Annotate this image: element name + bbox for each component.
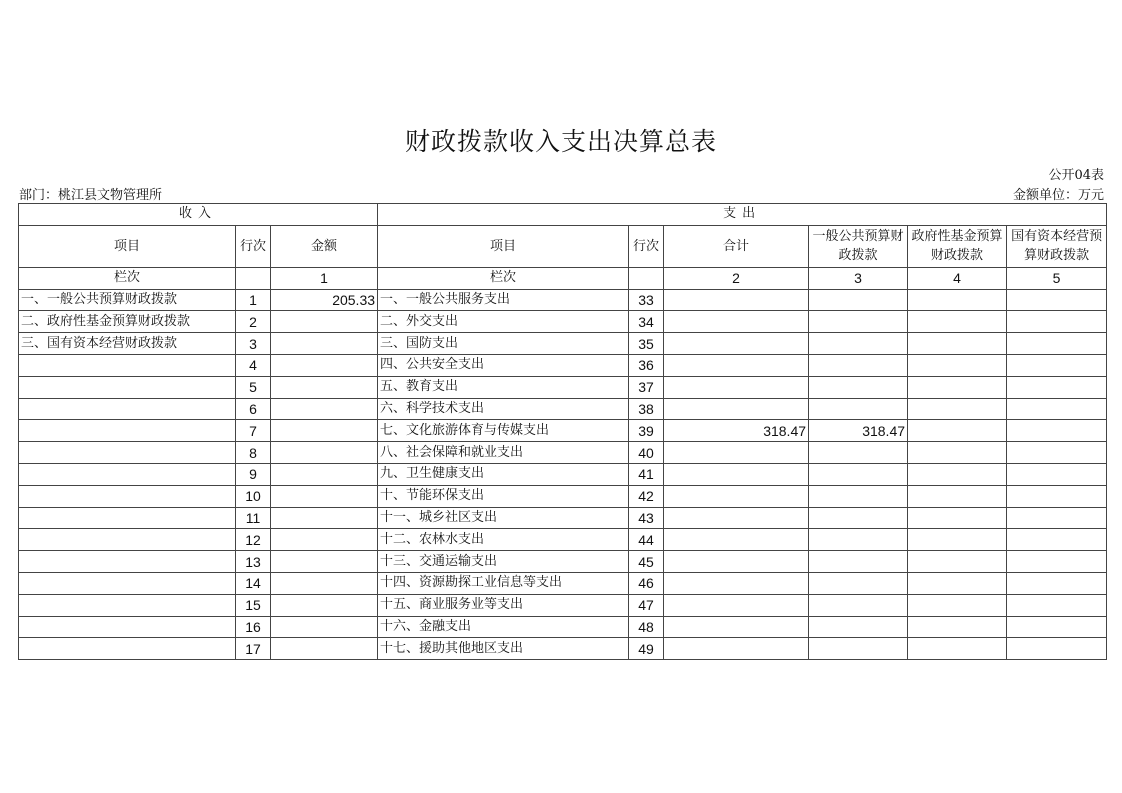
- gov-fund-cell: [908, 420, 1007, 442]
- income-item-cell: [19, 551, 236, 573]
- income-rowno-cell: 10: [236, 485, 271, 507]
- gov-fund-cell: [908, 485, 1007, 507]
- income-rowno-header: 行次: [236, 225, 271, 267]
- state-capital-cell: [1007, 420, 1107, 442]
- state-capital-cell: [1007, 529, 1107, 551]
- income-rowno-cell: 3: [236, 333, 271, 355]
- state-capital-cell: [1007, 572, 1107, 594]
- general-budget-cell: [809, 485, 908, 507]
- income-item-cell: [19, 572, 236, 594]
- expense-item-cell: 七、文化旅游体育与传媒支出: [378, 420, 629, 442]
- income-amount-cell: [271, 376, 378, 398]
- income-rowno-cell: 14: [236, 572, 271, 594]
- income-item-cell: [19, 398, 236, 420]
- table-row: [19, 333, 1107, 355]
- department-label: 部门：桃江县文物管理所: [19, 188, 163, 203]
- gov-fund-header: 政府性基金预算财政拨款: [908, 225, 1007, 267]
- state-capital-cell: [1007, 289, 1107, 311]
- form-number: 公开04表: [1048, 168, 1104, 183]
- income-rowno-cell: 5: [236, 376, 271, 398]
- total-cell: [664, 354, 809, 376]
- total-cell: [664, 529, 809, 551]
- total-cell: [664, 311, 809, 333]
- expense-rowno-cell: 46: [629, 572, 664, 594]
- expense-rowno-header: 行次: [629, 225, 664, 267]
- expense-rowno-cell: 35: [629, 333, 664, 355]
- state-capital-cell: [1007, 507, 1107, 529]
- general-budget-cell: [809, 398, 908, 420]
- income-amount-cell: [271, 572, 378, 594]
- expense-item-cell: 十七、援助其他地区支出: [378, 638, 629, 660]
- general-budget-cell: [809, 638, 908, 660]
- gov-fund-cell: [908, 398, 1007, 420]
- income-item-cell: [19, 485, 236, 507]
- general-budget-cell: [809, 507, 908, 529]
- col-index-2: 2: [664, 267, 809, 289]
- column-header-row: [19, 225, 1107, 267]
- expense-rowno-cell: 43: [629, 507, 664, 529]
- income-col-label: 栏次: [19, 267, 236, 289]
- total-cell: [664, 507, 809, 529]
- state-capital-cell: [1007, 442, 1107, 464]
- income-header: 收入: [19, 204, 378, 226]
- expense-rowno-cell: 34: [629, 311, 664, 333]
- state-capital-cell: [1007, 594, 1107, 616]
- total-cell: [664, 616, 809, 638]
- expense-rowno-cell: 47: [629, 594, 664, 616]
- gov-fund-cell: [908, 529, 1007, 551]
- income-rowno-cell: 9: [236, 463, 271, 485]
- col-index-4: 4: [908, 267, 1007, 289]
- income-amount-cell: [271, 594, 378, 616]
- income-amount-cell: [271, 398, 378, 420]
- income-rowno-cell: 15: [236, 594, 271, 616]
- total-header: 合计: [664, 225, 809, 267]
- income-amount-cell: [271, 529, 378, 551]
- expense-item-cell: 十三、交通运输支出: [378, 551, 629, 573]
- expense-header: 支出: [378, 204, 1107, 226]
- income-amount-cell: [271, 311, 378, 333]
- income-rowno-cell: 11: [236, 507, 271, 529]
- empty-cell: [629, 267, 664, 289]
- total-cell: [664, 485, 809, 507]
- income-rowno-cell: 7: [236, 420, 271, 442]
- general-budget-cell: [809, 572, 908, 594]
- income-amount-cell: [271, 333, 378, 355]
- general-budget-cell: [809, 354, 908, 376]
- table-row: [19, 398, 1107, 420]
- state-capital-cell: [1007, 616, 1107, 638]
- expense-rowno-cell: 41: [629, 463, 664, 485]
- income-item-cell: [19, 376, 236, 398]
- total-cell: [664, 333, 809, 355]
- general-budget-header: 一般公共预算财政拨款: [809, 225, 908, 267]
- expense-rowno-cell: 44: [629, 529, 664, 551]
- income-item-cell: [19, 594, 236, 616]
- income-amount-cell: [271, 442, 378, 464]
- expense-item-cell: 十、节能环保支出: [378, 485, 629, 507]
- gov-fund-cell: [908, 463, 1007, 485]
- income-amount-cell: [271, 354, 378, 376]
- expense-item-header: 项目: [378, 225, 629, 267]
- table-row: [19, 354, 1107, 376]
- total-cell: [664, 442, 809, 464]
- income-amount-cell: [271, 485, 378, 507]
- expense-item-cell: 一、一般公共服务支出: [378, 289, 629, 311]
- income-amount-cell: 205.33: [271, 289, 378, 311]
- income-rowno-cell: 2: [236, 311, 271, 333]
- total-cell: [664, 398, 809, 420]
- table-row: [19, 463, 1107, 485]
- expense-rowno-cell: 48: [629, 616, 664, 638]
- expense-col-label: 栏次: [378, 267, 629, 289]
- total-cell: 318.47: [664, 420, 809, 442]
- state-capital-header: 国有资本经营预算财政拨款: [1007, 225, 1107, 267]
- column-index-row: [19, 267, 1107, 289]
- income-amount-cell: [271, 551, 378, 573]
- state-capital-cell: [1007, 551, 1107, 573]
- gov-fund-cell: [908, 376, 1007, 398]
- income-rowno-cell: 16: [236, 616, 271, 638]
- expense-item-cell: 九、卫生健康支出: [378, 463, 629, 485]
- expense-item-cell: 三、国防支出: [378, 333, 629, 355]
- expense-item-cell: 十一、城乡社区支出: [378, 507, 629, 529]
- table-row: [19, 507, 1107, 529]
- income-rowno-cell: 6: [236, 398, 271, 420]
- group-header-row: [19, 204, 1107, 226]
- table-row: [19, 529, 1107, 551]
- table-row: [19, 442, 1107, 464]
- general-budget-cell: [809, 333, 908, 355]
- income-item-cell: [19, 529, 236, 551]
- income-item-header: 项目: [19, 225, 236, 267]
- gov-fund-cell: [908, 333, 1007, 355]
- income-rowno-cell: 1: [236, 289, 271, 311]
- state-capital-cell: [1007, 398, 1107, 420]
- total-cell: [664, 638, 809, 660]
- general-budget-cell: [809, 616, 908, 638]
- expense-item-cell: 十五、商业服务业等支出: [378, 594, 629, 616]
- general-budget-cell: [809, 529, 908, 551]
- general-budget-cell: [809, 289, 908, 311]
- general-budget-cell: [809, 463, 908, 485]
- total-cell: [664, 289, 809, 311]
- page-title: 财政拨款收入支出决算总表: [404, 127, 717, 156]
- income-item-cell: [19, 507, 236, 529]
- total-cell: [664, 594, 809, 616]
- income-amount-header: 金额: [271, 225, 378, 267]
- income-amount-cell: [271, 507, 378, 529]
- table-row: [19, 289, 1107, 311]
- expense-rowno-cell: 36: [629, 354, 664, 376]
- income-rowno-cell: 17: [236, 638, 271, 660]
- expense-item-cell: 十六、金融支出: [378, 616, 629, 638]
- total-cell: [664, 463, 809, 485]
- income-rowno-cell: 8: [236, 442, 271, 464]
- income-item-cell: 二、政府性基金预算财政拨款: [19, 311, 236, 333]
- general-budget-cell: [809, 551, 908, 573]
- expense-rowno-cell: 37: [629, 376, 664, 398]
- col-index-5: 5: [1007, 267, 1107, 289]
- gov-fund-cell: [908, 442, 1007, 464]
- state-capital-cell: [1007, 485, 1107, 507]
- total-cell: [664, 551, 809, 573]
- income-item-cell: [19, 463, 236, 485]
- expense-item-cell: 二、外交支出: [378, 311, 629, 333]
- income-item-cell: [19, 354, 236, 376]
- gov-fund-cell: [908, 616, 1007, 638]
- income-amount-cell: [271, 420, 378, 442]
- gov-fund-cell: [908, 572, 1007, 594]
- total-cell: [664, 572, 809, 594]
- gov-fund-cell: [908, 289, 1007, 311]
- general-budget-cell: [809, 442, 908, 464]
- expense-rowno-cell: 39: [629, 420, 664, 442]
- general-budget-cell: [809, 311, 908, 333]
- col-index-1: 1: [271, 267, 378, 289]
- table-row: [19, 485, 1107, 507]
- unit-label: 金额单位：万元: [1012, 188, 1104, 203]
- expense-rowno-cell: 49: [629, 638, 664, 660]
- state-capital-cell: [1007, 463, 1107, 485]
- income-item-cell: [19, 616, 236, 638]
- state-capital-cell: [1007, 333, 1107, 355]
- income-amount-cell: [271, 616, 378, 638]
- expense-rowno-cell: 42: [629, 485, 664, 507]
- table-row: [19, 376, 1107, 398]
- expense-item-cell: 十二、农林水支出: [378, 529, 629, 551]
- general-budget-cell: [809, 376, 908, 398]
- income-item-cell: 三、国有资本经营财政拨款: [19, 333, 236, 355]
- expense-item-cell: 五、教育支出: [378, 376, 629, 398]
- income-rowno-cell: 13: [236, 551, 271, 573]
- gov-fund-cell: [908, 354, 1007, 376]
- gov-fund-cell: [908, 507, 1007, 529]
- expense-rowno-cell: 38: [629, 398, 664, 420]
- state-capital-cell: [1007, 638, 1107, 660]
- col-index-3: 3: [809, 267, 908, 289]
- expense-item-cell: 四、公共安全支出: [378, 354, 629, 376]
- table-row: [19, 572, 1107, 594]
- income-item-cell: [19, 638, 236, 660]
- income-rowno-cell: 4: [236, 354, 271, 376]
- table-row: [19, 616, 1107, 638]
- expense-rowno-cell: 40: [629, 442, 664, 464]
- gov-fund-cell: [908, 311, 1007, 333]
- state-capital-cell: [1007, 354, 1107, 376]
- empty-cell: [236, 267, 271, 289]
- table-row: [19, 638, 1107, 660]
- state-capital-cell: [1007, 311, 1107, 333]
- general-budget-cell: [809, 594, 908, 616]
- income-item-cell: [19, 420, 236, 442]
- general-budget-cell: 318.47: [809, 420, 908, 442]
- expense-item-cell: 六、科学技术支出: [378, 398, 629, 420]
- expense-rowno-cell: 33: [629, 289, 664, 311]
- gov-fund-cell: [908, 594, 1007, 616]
- table-row: [19, 551, 1107, 573]
- appropriation-table: [18, 203, 1107, 660]
- state-capital-cell: [1007, 376, 1107, 398]
- expense-item-cell: 八、社会保障和就业支出: [378, 442, 629, 464]
- expense-item-cell: 十四、资源勘探工业信息等支出: [378, 572, 629, 594]
- total-cell: [664, 376, 809, 398]
- income-item-cell: [19, 442, 236, 464]
- income-rowno-cell: 12: [236, 529, 271, 551]
- expense-rowno-cell: 45: [629, 551, 664, 573]
- income-amount-cell: [271, 638, 378, 660]
- table-row: [19, 311, 1107, 333]
- income-amount-cell: [271, 463, 378, 485]
- table-row: [19, 594, 1107, 616]
- table-row: [19, 420, 1107, 442]
- gov-fund-cell: [908, 551, 1007, 573]
- gov-fund-cell: [908, 638, 1007, 660]
- income-item-cell: 一、一般公共预算财政拨款: [19, 289, 236, 311]
